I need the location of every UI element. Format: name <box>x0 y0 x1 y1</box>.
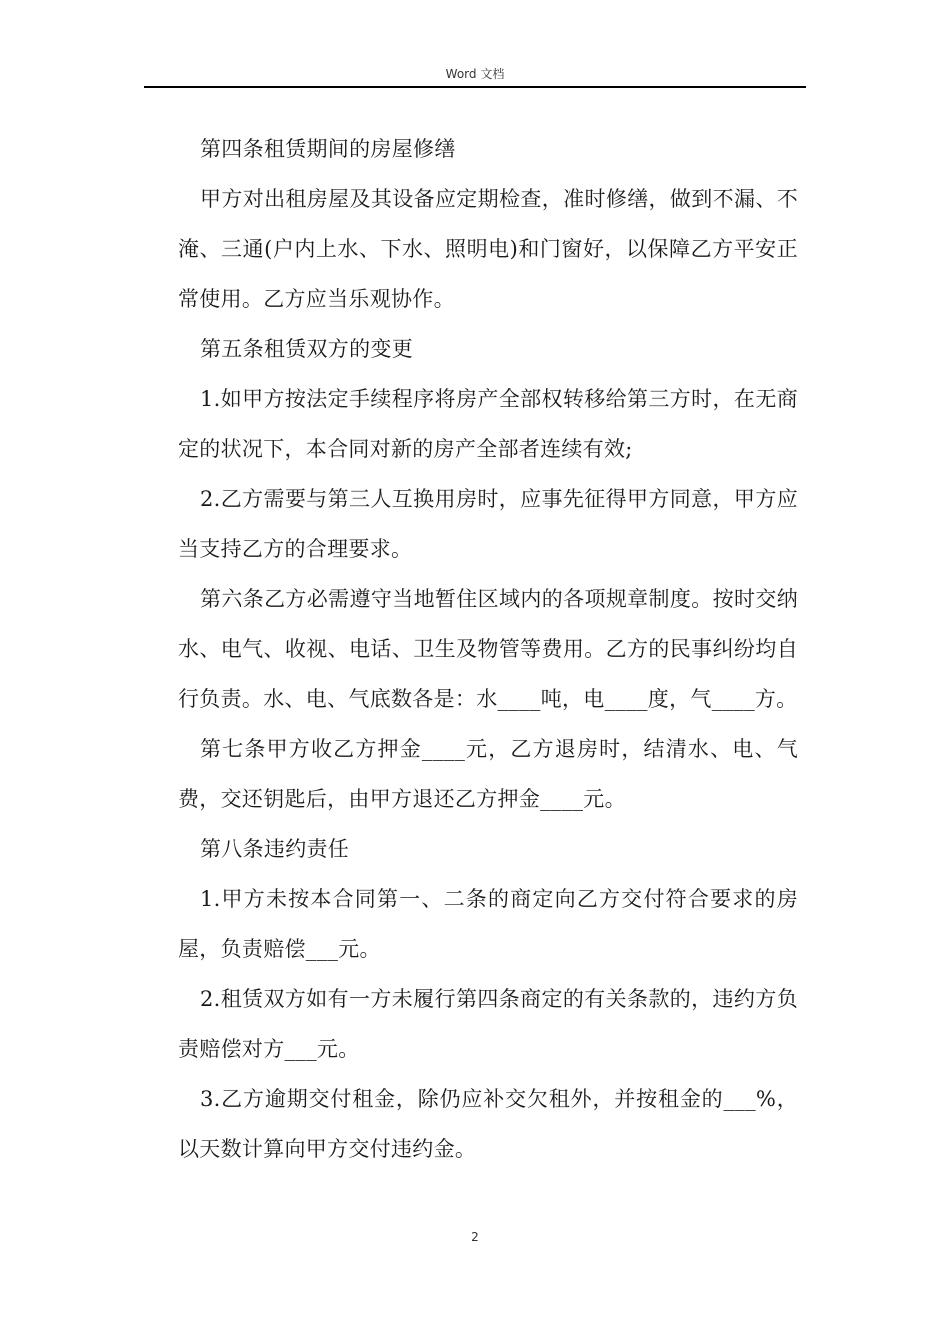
header-divider <box>144 86 806 88</box>
page-header: Word 文档 <box>445 67 505 81</box>
clause-8-item-3: 3.乙方逾期交付租金，除仍应补交欠租外，并按租金的___%，以天数计算向甲方交付违约金。 <box>178 1087 798 1161</box>
clause-8-heading: 第八条违约责任 <box>200 837 350 861</box>
clause-5-heading: 第五条租赁双方的变更 <box>200 337 413 361</box>
clause-8-item-1: 1.甲方未按本合同第一、二条的商定向乙方交付符合要求的房屋，负责赔偿___元。 <box>178 887 798 961</box>
clause-4-heading: 第四条租赁期间的房屋修缮 <box>200 137 456 161</box>
clause-5-item-2: 2.乙方需要与第三人互换用房时，应事先征得甲方同意，甲方应当支持乙方的合理要求。 <box>178 487 798 561</box>
document-body <box>178 124 798 1174</box>
clause-5-item-1: 1.如甲方按法定手续程序将房产全部权转移给第三方时，在无商定的状况下，本合同对新的房产全部者连续有效; <box>178 387 798 461</box>
page-number: 2 <box>471 1230 479 1244</box>
clause-7-text: 第七条甲方收乙方押金____元，乙方退房时，结清水、电、气费，交还钥匙后，由甲方退还乙方押金____元。 <box>178 737 798 811</box>
clause-8-item-2: 2.租赁双方如有一方未履行第四条商定的有关条款的，违约方负责赔偿对方___元。 <box>178 987 798 1061</box>
clause-4-text: 甲方对出租房屋及其设备应定期检查，准时修缮，做到不漏、不淹、三通(户内上水、下水、照明电)和门窗好，以保障乙方平安正常使用。乙方应当乐观协作。 <box>178 187 798 311</box>
clause-6-text: 第六条乙方必需遵守当地暂住区域内的各项规章制度。按时交纳水、电气、收视、电话、卫生及物管等费用。乙方的民事纠纷均自行负责。水、电、气底数各是：水____吨，电____度，气____方。 <box>178 587 798 711</box>
